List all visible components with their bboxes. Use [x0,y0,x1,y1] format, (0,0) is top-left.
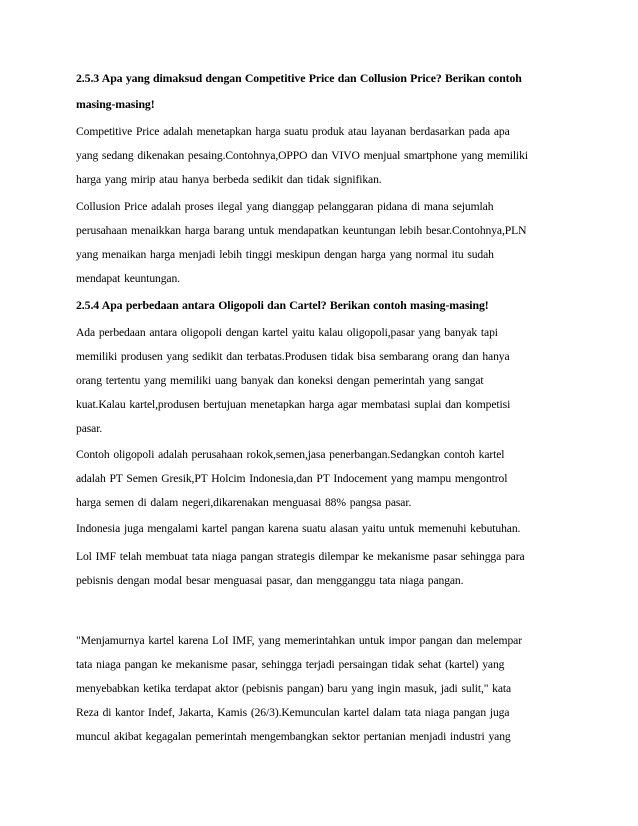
contoh-paragraph-line-2: adalah PT Semen Gresik,PT Holcim Indonesia,dan PT Indocement yang mampu mengontrol [76,472,508,485]
section-2-5-4-heading: 2.5.4 Apa perbedaan antara Oligopoli dan Cartel? Berikan contoh masing-masing! [76,298,489,312]
contoh-paragraph-line-3: harga semen di dalam negeri,dikarenakan menguasai 88% pangsa pasar. [76,496,412,509]
indonesia-kartel-paragraph: Indonesia juga mengalami kartel pangan karena suatu alasan yaitu untuk memenuhi kebutuhan. [76,522,521,535]
quote-paragraph-line-3: menyebabkan ketika terdapat aktor (pebisnis pangan) baru yang ingin masuk, jadi sulit," kata [76,682,512,695]
oligopoli-kartel-paragraph-line-2: memiliki produsen yang sedikit dan terbatas.Produsen tidak bisa sembarang orang dan hanya [76,350,510,363]
collusion-price-paragraph-line-1: Collusion Price adalah proses ilegal yang dianggap pelanggaran pidana di mana sejumlah [76,200,494,213]
competitive-price-paragraph-line-3: harga yang mirip atau hanya berbeda sedikit dan tidak signifikan. [76,173,382,186]
imf-paragraph-line-1: Lol IMF telah membuat tata niaga pangan strategis dilempar ke mekanisme pasar sehingga para [76,550,525,563]
oligopoli-kartel-paragraph-line-1: Ada perbedaan antara oligopoli dengan kartel yaitu kalau oligopoli,pasar yang banyak tapi [76,326,498,339]
oligopoli-kartel-paragraph-line-5: pasar. [76,422,103,435]
collusion-price-paragraph-line-4: mendapat keuntungan. [76,272,180,285]
oligopoli-kartel-paragraph-line-3: orang tertentu yang memiliki uang banyak dan koneksi dengan pemerintah yang sangat [76,374,484,387]
competitive-price-paragraph-line-1: Competitive Price adalah menetapkan harga suatu produk atau layanan berdasarkan pada apa [76,125,510,138]
collusion-price-paragraph-line-2: perusahaan menaikkan harga barang untuk mendapatkan keuntungan lebih besar.Contohnya,PLN [76,224,527,237]
oligopoli-kartel-paragraph-line-4: kuat.Kalau kartel,produsen bertujuan menetapkan harga agar membatasi suplai dan kompetisi [76,398,511,411]
quote-paragraph-line-4: Reza di kantor Indef, Jakarta, Kamis (26/3).Kemunculan kartel dalam tata niaga pangan juga [76,706,510,719]
collusion-price-paragraph-line-3: yang menaikan harga menjadi lebih tinggi meskipun dengan harga yang normal itu sudah [76,248,494,261]
imf-paragraph-line-2: pebisnis dengan modal besar menguasai pasar, dan mengganggu tata niaga pangan. [76,574,464,587]
section-2-5-3-heading-line-2: masing-masing! [76,97,155,111]
quote-paragraph-line-5: muncul akibat kegagalan pemerintah mengembangkan sektor pertanian menjadi industri yang [76,730,511,743]
quote-paragraph-line-1: "Menjamurnya kartel karena LoI IMF, yang memerintahkan untuk impor pangan dan melempar [76,634,522,647]
competitive-price-paragraph-line-2: yang sedang dikenakan pesaing.Contohnya,OPPO dan VIVO menjual smartphone yang memiliki [76,149,528,162]
contoh-paragraph-line-1: Contoh oligopoli adalah perusahaan rokok,semen,jasa penerbangan.Sedangkan contoh kartel [76,448,505,461]
section-2-5-3-heading-line-1: 2.5.3 Apa yang dimaksud dengan Competitive Price dan Collusion Price? Berikan contoh [76,71,522,85]
quote-paragraph-line-2: tata niaga pangan ke mekanisme pasar, sehingga terjadi persaingan tidak sehat (kartel) yang [76,658,505,671]
